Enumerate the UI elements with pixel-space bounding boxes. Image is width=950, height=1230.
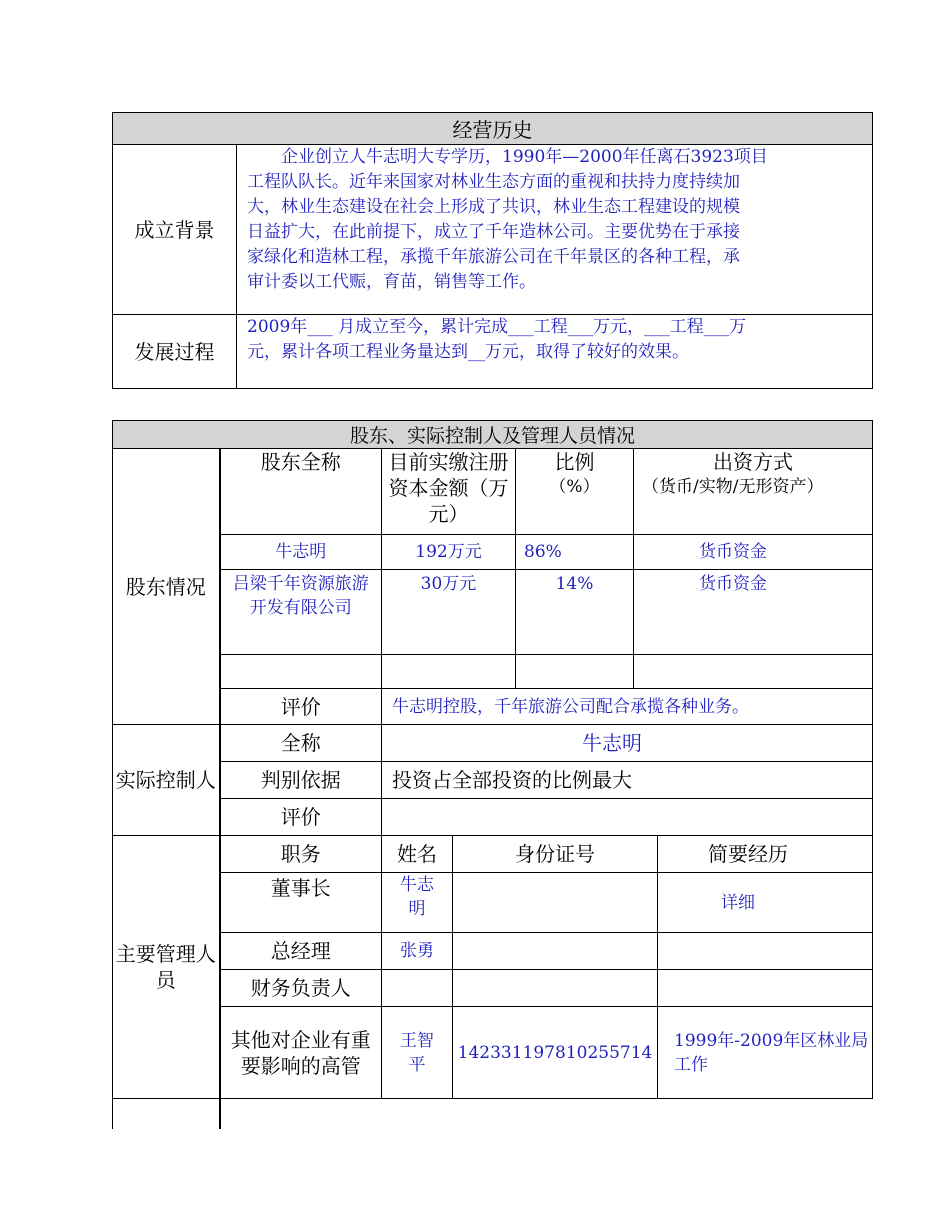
manager-id (453, 933, 658, 970)
background-label: 成立背景 (113, 145, 237, 315)
manager-name: 王智平 (382, 1007, 453, 1099)
manager-id (453, 970, 658, 1007)
shareholder-capital (382, 655, 516, 689)
shareholder-ratio (516, 655, 634, 689)
development-text (237, 315, 873, 389)
development-line: 2009年___ 月成立至今，累计完成___工程___万元，___工程___万 (247, 317, 747, 337)
manager-name (382, 970, 453, 1007)
controller-fullname-value: 牛志明 (382, 725, 873, 762)
col-resume: 简要经历 (658, 836, 873, 873)
manager-resume (658, 933, 873, 970)
col-position: 职务 (220, 836, 382, 873)
background-text (237, 145, 873, 315)
controller-basis-value: 投资占全部投资的比例最大 (382, 762, 873, 799)
shareholder-capital: 30万元 (382, 570, 516, 655)
management-table (112, 420, 873, 1129)
shareholder-name: 吕梁千年资源旅游开发有限公司 (220, 570, 382, 655)
background-line: 工程队队长。近年来国家对林业生态方面的重视和扶持力度持续加 (247, 172, 740, 192)
manager-id: 142331197810255714 (453, 1007, 658, 1099)
col-id-number: 身份证号 (453, 836, 658, 873)
manager-name: 牛志明 (382, 873, 453, 933)
manager-resume: 详细 (658, 873, 873, 933)
manager-position: 董事长 (220, 873, 382, 933)
manager-position: 其他对企业有重要影响的高管 (220, 1007, 382, 1099)
manager-resume: 1999年-2009年区林业局工作 (658, 1007, 873, 1099)
next-row-content (220, 1099, 873, 1129)
shareholder-evaluation-label: 评价 (220, 689, 382, 725)
col-manager-name: 姓名 (382, 836, 453, 873)
col-method-note: （货币/实物/无形资产） (642, 477, 824, 497)
shareholder-name (220, 655, 382, 689)
controller-evaluation-value (382, 799, 873, 836)
shareholders-label: 股东情况 (113, 449, 220, 725)
controller-evaluation-label: 评价 (220, 799, 382, 836)
background-line: 大，林业生态建设在社会上形成了共识，林业生态工程建设的规模 (247, 197, 740, 217)
manager-position: 总经理 (220, 933, 382, 970)
col-method-label: 出资方式 (713, 450, 793, 474)
controller-label: 实际控制人 (113, 725, 220, 836)
shareholder-method (634, 655, 873, 689)
shareholder-method: 货币资金 (634, 535, 873, 570)
next-row-label (113, 1099, 220, 1129)
shareholder-evaluation-value: 牛志明控股，千年旅游公司配合承揽各种业务。 (382, 689, 873, 725)
management-section (112, 420, 869, 1120)
col-ratio-label: 比例 (554, 450, 595, 474)
background-line: 日益扩大，在此前提下，成立了千年造林公司。主要优势在于承接 (247, 222, 740, 242)
controller-basis-label: 判别依据 (220, 762, 382, 799)
background-line: 家绿化和造林工程，承揽千年旅游公司在千年景区的各种工程，承 (247, 247, 740, 267)
manager-name: 张勇 (382, 933, 453, 970)
col-ratio-unit: （%） (549, 477, 600, 497)
shareholder-name: 牛志明 (220, 535, 382, 570)
col-shareholder-name: 股东全称 (220, 449, 382, 535)
manager-id (453, 873, 658, 933)
col-paid-capital: 目前实缴注册资本金额（万元） (382, 449, 516, 535)
development-label: 发展过程 (113, 315, 237, 389)
shareholder-capital: 192万元 (382, 535, 516, 570)
col-ratio (516, 449, 634, 535)
history-table (112, 112, 873, 389)
background-line: 企业创立人牛志明大专学历，1990年—2000年任离石3923项目 (247, 147, 768, 167)
history-section (112, 112, 839, 392)
shareholder-method: 货币资金 (634, 570, 873, 655)
management-title: 股东、实际控制人及管理人员情况 (113, 421, 873, 449)
col-contribution-method (634, 449, 873, 535)
shareholder-ratio: 86% (516, 535, 634, 570)
shareholder-ratio: 14% (516, 570, 634, 655)
managers-label: 主要管理人员 (113, 836, 220, 1099)
background-line: 审计委以工代赈，育苗，销售等工作。 (247, 272, 536, 292)
development-line: 元，累计各项工程业务量达到__万元，取得了较好的效果。 (247, 342, 689, 362)
manager-position: 财务负责人 (220, 970, 382, 1007)
controller-fullname-label: 全称 (220, 725, 382, 762)
manager-resume (658, 970, 873, 1007)
history-title: 经营历史 (113, 113, 873, 145)
